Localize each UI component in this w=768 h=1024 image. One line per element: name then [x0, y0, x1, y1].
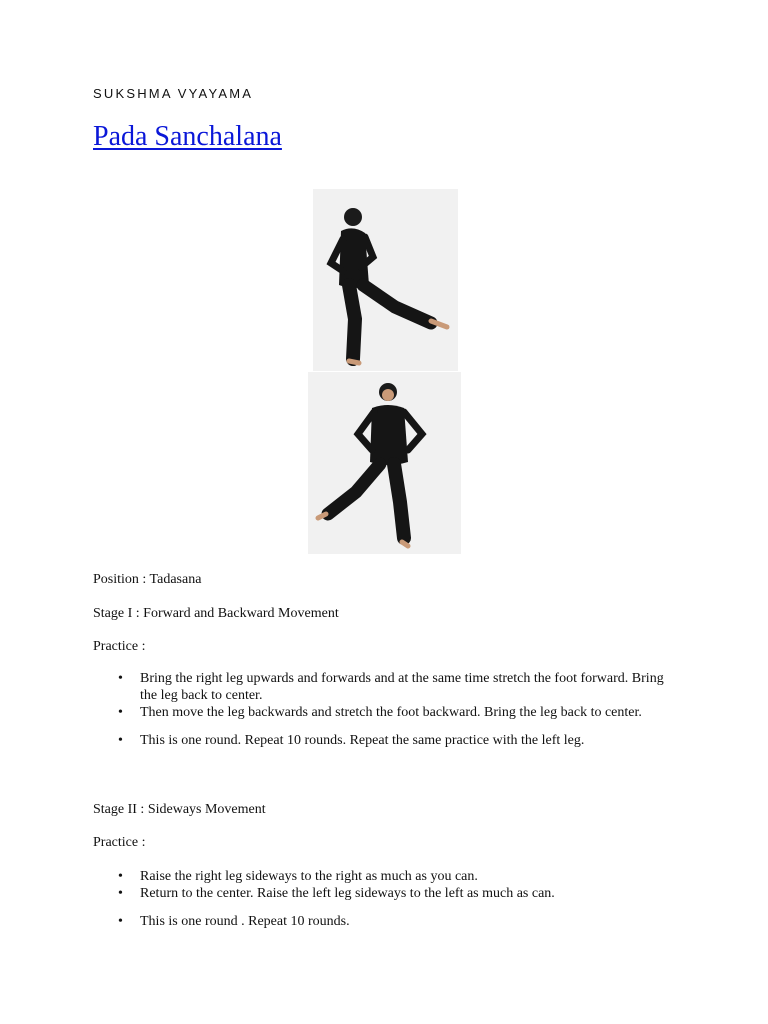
stage2-heading: Stage II : Sideways Movement	[93, 802, 266, 817]
list-item: • Raise the right leg sideways to the right as much as you can.	[93, 868, 673, 885]
stage2-practice-label: Practice :	[93, 835, 146, 850]
forward-leg-raise-photo	[313, 189, 458, 371]
list-item: • Return to the center. Raise the left leg sideways to the left as much as can.	[93, 885, 673, 902]
position-text: Position : Tadasana	[93, 572, 202, 587]
list-item: • This is one round. Repeat 10 rounds. Repeat the same practice with the left leg.	[93, 732, 673, 749]
stage1-heading: Stage I : Forward and Backward Movement	[93, 606, 339, 621]
sideways-leg-raise-photo	[308, 372, 461, 554]
doc-kicker: SUKSHMA VYAYAMA	[93, 86, 254, 101]
list-item: • Bring the right leg upwards and forwards and at the same time stretch the foot forward. Bring the leg back to center.	[93, 670, 673, 704]
stage1-practice-label: Practice :	[93, 639, 146, 654]
list-item: • Then move the leg backwards and stretch the foot backward. Bring the leg back to center.	[93, 704, 673, 721]
page-title-link[interactable]: Pada Sanchalana	[93, 121, 282, 152]
stage2-steps	[93, 868, 673, 930]
list-item: • This is one round . Repeat 10 rounds.	[93, 913, 673, 930]
stage1-steps	[93, 670, 673, 749]
